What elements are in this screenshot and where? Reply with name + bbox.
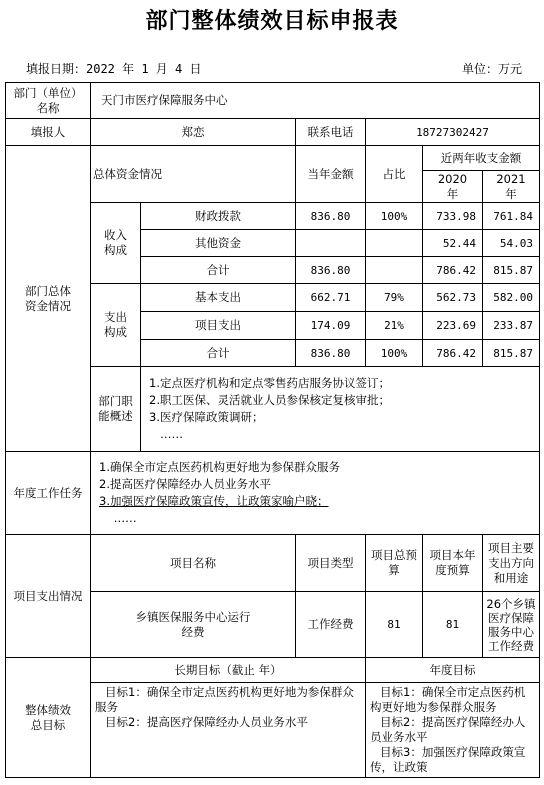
duties-content xyxy=(141,367,540,452)
task-line: 1.确保全市定点医药机构更好地为参保群众服务 xyxy=(99,460,340,474)
expense-row-label: 合计 xyxy=(141,340,296,367)
task-line: 2.提高医疗保障经办人员业务水平 xyxy=(99,477,271,491)
recent-two-years-header: 近两年收支金额 xyxy=(423,146,540,171)
funds-section-label xyxy=(6,146,91,452)
expense-row-amount: 836.80 xyxy=(296,340,366,367)
projects-label: 项目支出情况 xyxy=(6,535,91,658)
income-row-amount: 836.80 xyxy=(296,257,366,284)
income-row-label: 其他资金 xyxy=(141,230,296,257)
project-total-header xyxy=(366,535,423,592)
project-use-text: 26个乡镇 医疗保障 服务中心 工作经费 xyxy=(486,596,536,653)
goals-label-text: 整体绩效 总目标 xyxy=(25,702,71,732)
fill-date: 填报日期：2022 年 1 月 4 日 xyxy=(26,62,202,76)
long-term-header: 长期目标（截止 年） xyxy=(91,658,366,683)
expense-row-2020: 223.69 xyxy=(423,312,483,340)
annual-goal: 目标3：加强医疗保障政策宣传，让政策 xyxy=(370,745,526,774)
project-annual-header-text: 项目本年 度预算 xyxy=(429,548,476,577)
expense-row-2021: 815.87 xyxy=(483,340,540,367)
income-row-2021: 54.03 xyxy=(483,230,540,257)
task-line: 3.加强医疗保障政策宣传，让政策家喻户晓； xyxy=(99,494,329,508)
income-row-2020: 786.42 xyxy=(423,257,483,284)
annual-tasks-label: 年度工作任务 xyxy=(6,452,91,535)
expense-label-text: 支出 构成 xyxy=(104,310,127,339)
income-label-text: 收入 构成 xyxy=(104,228,127,257)
expense-row-ratio: 21% xyxy=(366,312,423,340)
income-row-2021: 761.84 xyxy=(483,203,540,230)
expense-row-amount: 662.71 xyxy=(296,284,366,312)
expense-label xyxy=(91,284,141,367)
project-total: 81 xyxy=(366,592,423,658)
expense-row-ratio: 100% xyxy=(366,340,423,367)
annual-goal: 目标1：确保全市定点医药机构更好地为参保群众服务 xyxy=(370,685,526,714)
ratio-header: 占比 xyxy=(366,146,423,203)
project-name-header: 项目名称 xyxy=(91,535,296,592)
phone-label: 联系电话 xyxy=(296,119,366,146)
duty-line: 3.医疗保障政策调研； xyxy=(149,410,264,424)
income-row-amount xyxy=(296,230,366,257)
project-use-header-text: 项目主要 支出方向 和用途 xyxy=(488,540,534,585)
annual-tasks-content xyxy=(91,452,540,535)
project-use xyxy=(483,592,540,658)
duty-line: 1.定点医疗机构和定点零售药店服务协议签订； xyxy=(149,376,390,390)
project-type-header: 项目类型 xyxy=(296,535,366,592)
expense-row-2021: 582.00 xyxy=(483,284,540,312)
project-total-header-text: 项目总预 算 xyxy=(371,548,417,577)
dept-value: 天门市医疗保障服务中心 xyxy=(91,83,540,119)
income-row-label: 财政拨款 xyxy=(141,203,296,230)
project-annual: 81 xyxy=(423,592,483,658)
annual-goal-header: 年度目标 xyxy=(366,658,540,683)
expense-row-label: 基本支出 xyxy=(141,284,296,312)
expense-row-ratio: 79% xyxy=(366,284,423,312)
expense-row-label: 项目支出 xyxy=(141,312,296,340)
project-type: 工作经费 xyxy=(296,592,366,658)
expense-row-2020: 562.73 xyxy=(423,284,483,312)
year-2021-header xyxy=(483,171,540,203)
unit-label: 单位：万元 xyxy=(461,62,522,76)
duty-line: 2.职工医保、灵活就业人员参保核定复核审批； xyxy=(149,393,390,407)
income-row-label: 合计 xyxy=(141,257,296,284)
dept-label-text: 部门（单位） 名称 xyxy=(13,85,83,115)
duties-label: 部门职能概述 xyxy=(91,367,141,452)
filler-value: 郑恋 xyxy=(91,119,296,146)
task-line: …… xyxy=(99,511,137,525)
project-name-text: 乡镇医保服务中心运行 经费 xyxy=(135,609,251,639)
income-row-amount: 836.80 xyxy=(296,203,366,230)
expense-row-amount: 174.09 xyxy=(296,312,366,340)
goals-label xyxy=(6,658,91,778)
year-2020-header xyxy=(423,171,483,203)
funds-section-text: 部门总体 资金情况 xyxy=(25,283,71,313)
annual-goal: 目标2：提高医疗保障经办人员业务水平 xyxy=(370,715,526,744)
income-label xyxy=(91,203,141,284)
page-title: 部门整体绩效目标申报表 xyxy=(145,8,399,34)
long-term-goals xyxy=(91,683,366,778)
project-annual-header xyxy=(423,535,483,592)
expense-row-2020: 786.42 xyxy=(423,340,483,367)
income-row-ratio xyxy=(366,257,423,284)
year-2020-text: 2020 年 xyxy=(437,171,468,201)
funds-overview-label: 总体资金情况 xyxy=(91,146,296,203)
performance-table xyxy=(5,82,540,778)
annual-goals xyxy=(366,683,540,778)
filler-label: 填报人 xyxy=(6,119,91,146)
income-row-2020: 733.98 xyxy=(423,203,483,230)
year-2021-text: 2021 年 xyxy=(496,171,526,201)
phone-value: 18727302427 xyxy=(366,119,540,146)
income-row-ratio: 100% xyxy=(366,203,423,230)
project-use-header xyxy=(483,535,540,592)
income-row-2020: 52.44 xyxy=(423,230,483,257)
long-term-goal: 目标2：提高医疗保障经办人员业务水平 xyxy=(105,715,308,729)
duty-line: …… xyxy=(149,427,183,441)
long-term-goal: 目标1：确保全市定点医药机构更好地为参保群众服务 xyxy=(95,685,354,714)
project-name xyxy=(91,592,296,658)
income-row-ratio xyxy=(366,230,423,257)
income-row-2021: 815.87 xyxy=(483,257,540,284)
current-amount-header: 当年金额 xyxy=(296,146,366,203)
dept-label xyxy=(6,83,91,119)
expense-row-2021: 233.87 xyxy=(483,312,540,340)
